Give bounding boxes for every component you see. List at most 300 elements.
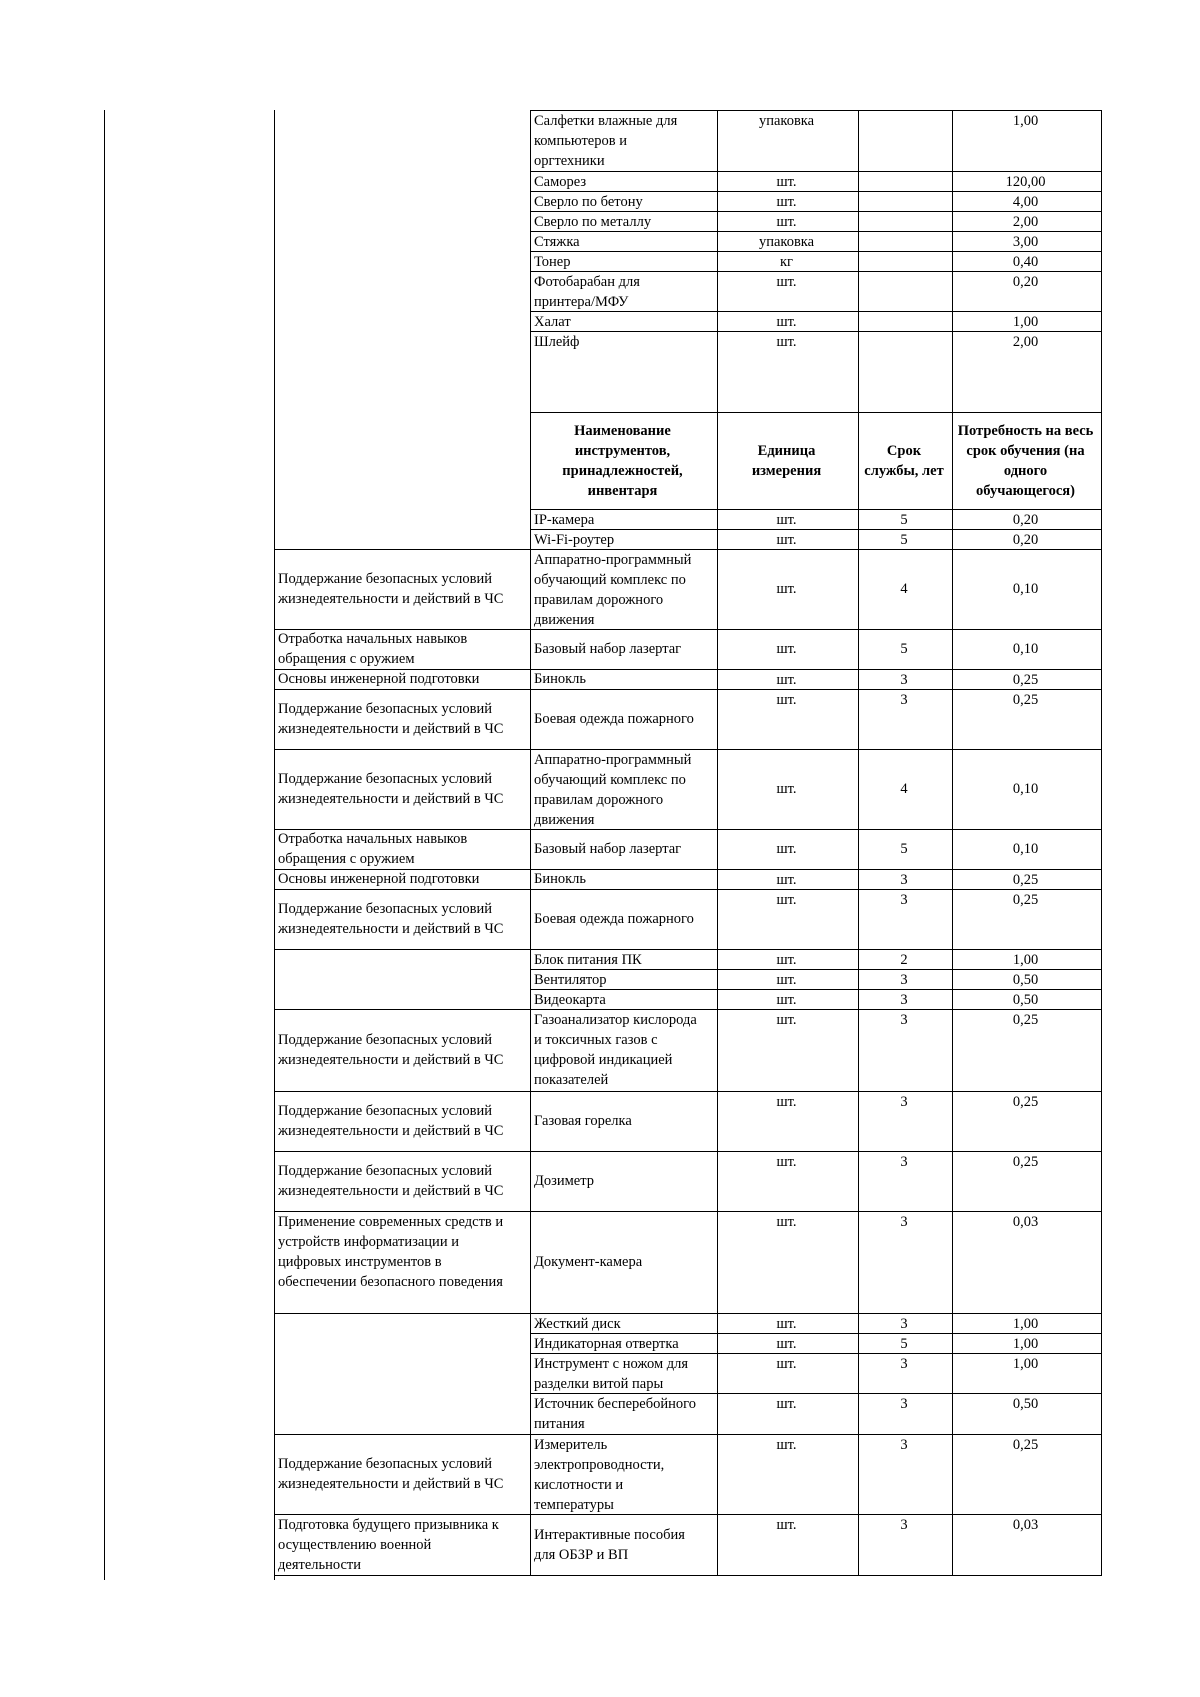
section-name-cell [275,1010,530,1090]
item-name: Источник бесперебойного питания [534,1396,696,1432]
item-name-cell [531,1092,717,1150]
item-life-cell [859,312,949,330]
item-need-cell [953,990,1098,1008]
item-unit: шт. [776,972,797,988]
item-need: 0,25 [1012,1012,1039,1028]
item-need: 1,00 [1012,113,1039,129]
item-need-cell [953,1314,1098,1332]
item-unit: шт. [776,581,797,597]
item-need-cell [953,1212,1098,1312]
item-name-cell [531,830,717,868]
item-unit-cell [718,272,855,310]
item-life-cell [859,890,949,948]
item-need: 0,10 [1012,781,1039,797]
item-unit-cell [718,990,855,1008]
item-unit-cell [718,510,855,528]
item-name: Боевая одежда пожарного [534,711,694,727]
item-need: 0,25 [1012,1437,1039,1453]
item-need: 0,03 [1012,1214,1039,1230]
table-rule [530,110,531,1576]
item-name: Жесткий диск [534,1316,621,1332]
table-rule [530,1313,1102,1314]
section-name: Основы инженерной подготовки [278,871,480,887]
item-unit-cell [718,970,855,988]
item-unit: шт. [776,952,797,968]
section-name: Поддержание безопасных условий жизнедеятельности и действий в ЧС [278,1163,504,1199]
item-need-cell [953,1152,1098,1210]
item-need: 0,40 [1012,254,1039,270]
item-life-cell [859,232,949,250]
item-life: 3 [900,692,908,708]
item-name: Блок питания ПК [534,952,642,968]
item-life-cell [859,332,949,411]
item-need: 0,25 [1012,872,1039,888]
item-name-cell [531,332,717,411]
table-rule [530,211,1102,212]
item-name: Халат [534,314,571,330]
item-need: 120,00 [1005,174,1046,190]
item-name-cell [531,1334,717,1352]
item-life: 2 [900,952,908,968]
table-rule [530,669,1102,670]
item-need-cell [953,550,1098,628]
table-rule [274,1313,531,1314]
item-unit-cell [718,111,855,170]
table-rule [274,829,531,830]
table-rule [530,1393,1102,1394]
item-unit-cell [718,550,855,628]
item-life-cell [859,172,949,190]
item-need-cell [953,192,1098,210]
item-unit: шт. [776,174,797,190]
item-unit-cell [718,530,855,548]
item-need-cell [953,830,1098,868]
item-name-cell [531,1010,717,1090]
item-need-cell [953,890,1098,948]
item-name-cell [531,690,717,748]
item-unit-cell [718,312,855,330]
item-unit: шт. [776,992,797,1008]
item-need: 0,25 [1012,692,1039,708]
section-name-cell [275,670,530,688]
table-rule [530,171,1102,172]
table-rule [274,749,531,750]
item-unit-cell [718,252,855,270]
item-unit-cell [718,1010,855,1090]
item-need: 0,20 [1012,512,1039,528]
item-unit: упаковка [758,113,815,129]
item-life: 3 [900,1396,908,1412]
item-unit-cell [718,670,855,688]
table-rule [274,869,531,870]
item-name: Интерактивные пособия для ОБЗР и ВП [534,1526,685,1563]
item-need: 1,00 [1012,314,1039,330]
item-need: 0,10 [1012,641,1039,657]
item-life: 3 [900,872,908,888]
item-name-cell [531,111,717,170]
item-need-cell [953,670,1098,688]
item-name-cell [531,950,717,968]
table-rule [530,191,1102,192]
table-rule [530,331,1102,332]
item-unit: шт. [776,781,797,797]
table-rule [530,949,1102,950]
section-name: Поддержание безопасных условий жизнедеятельности и действий в ЧС [278,771,504,807]
table-rule [274,1575,531,1576]
item-life: 3 [900,1094,908,1110]
item-unit: кг [780,254,793,270]
table-rule [530,969,1102,970]
item-unit-cell [718,1515,855,1574]
item-life-cell [859,212,949,230]
item-unit: шт. [776,532,797,548]
section-name-cell [275,1515,530,1574]
item-name-cell [531,1314,717,1332]
section-name-cell [275,890,530,948]
item-life: 5 [900,512,908,528]
item-name: Документ-камера [534,1254,643,1270]
item-unit: шт. [776,1437,797,1453]
section-name: Поддержание безопасных условий жизнедеятельности и действий в ЧС [278,571,504,607]
section-name: Поддержание безопасных условий жизнедеятельности и действий в ЧС [278,901,504,937]
item-unit: шт. [776,872,797,888]
item-need: 0,25 [1012,1154,1039,1170]
item-name-cell [531,192,717,210]
item-unit-cell [718,212,855,230]
item-life-cell [859,970,949,988]
item-need-cell [953,950,1098,968]
header-name-cell [531,413,714,508]
item-life-cell [859,1212,949,1312]
item-life: 3 [900,672,908,688]
item-name: Базовый набор лазертаг [534,641,682,657]
item-unit: шт. [776,1356,797,1372]
item-name: Бинокль [534,871,586,887]
item-need-cell [953,510,1098,528]
item-name: Боевая одежда пожарного [534,911,694,927]
table-rule [530,1211,1102,1212]
item-name-cell [531,212,717,230]
item-need: 0,25 [1012,672,1039,688]
table-rule [530,1009,1102,1010]
table-rule [530,749,1102,750]
section-name: Поддержание безопасных условий жизнедеятельности и действий в ЧС [278,1032,504,1068]
table-rule [530,549,1102,550]
item-need: 2,00 [1012,214,1039,230]
item-name-cell [531,670,717,688]
item-name: Газоанализатор кислорода и токсичных газов с цифровой индикацией показателей [534,1012,697,1088]
item-unit: шт. [776,1214,797,1230]
header-life-cell [859,413,949,508]
table-rule [530,869,1102,870]
item-unit-cell [718,1334,855,1352]
item-life-cell [859,1515,949,1574]
section-name: Основы инженерной подготовки [278,671,480,687]
table-rule [530,231,1102,232]
table-rule [274,629,531,630]
item-need: 0,50 [1012,972,1039,988]
item-life: 3 [900,1316,908,1332]
item-unit: шт. [776,672,797,688]
item-need-cell [953,212,1098,230]
table-rule [274,949,531,950]
item-unit: шт. [776,1012,797,1028]
table-rule [530,311,1102,312]
table-rule [530,1353,1102,1354]
table-rule [530,989,1102,990]
item-life: 3 [900,1356,908,1372]
item-name: Газовая горелка [534,1113,632,1129]
table-rule [274,669,531,670]
item-need: 1,00 [1012,1316,1039,1332]
item-unit-cell [718,1152,855,1210]
item-need: 2,00 [1012,334,1039,350]
table-rule [104,110,105,1580]
item-name: Аппаратно-программный обучающий комплекс по правилам дорожного движения [534,552,692,628]
section-name-cell [275,690,530,748]
section-name-cell [275,870,530,888]
table-rule [530,889,1102,890]
item-need-cell [953,1394,1098,1433]
item-need-cell [953,312,1098,330]
item-name: Шлейф [534,334,580,350]
item-name-cell [531,530,717,548]
item-unit: шт. [776,1094,797,1110]
item-unit-cell [718,890,855,948]
item-life-cell [859,830,949,868]
item-unit: шт. [776,841,797,857]
item-life-cell [859,252,949,270]
item-unit: шт. [776,692,797,708]
item-need: 1,00 [1012,1336,1039,1352]
item-need-cell [953,272,1098,310]
item-life: 3 [900,1154,908,1170]
item-life: 4 [900,581,908,597]
item-name: Саморез [534,174,587,190]
item-need-cell [953,111,1098,170]
item-name: Тонер [534,254,571,270]
item-need: 0,03 [1012,1517,1039,1533]
header-need: Потребность на весь срок обучения (на одного обучающегося) [957,422,1094,499]
item-need: 0,10 [1012,841,1039,857]
table-rule [274,1151,531,1152]
item-need-cell [953,1010,1098,1090]
item-life: 3 [900,972,908,988]
table-rule [530,251,1102,252]
table-rule [952,110,953,1576]
item-unit: шт. [776,194,797,210]
table-rule [530,1514,1102,1515]
item-need-cell [953,1092,1098,1150]
item-unit: шт. [776,1396,797,1412]
item-life-cell [859,690,949,748]
item-need: 0,50 [1012,992,1039,1008]
item-life: 5 [900,1336,908,1352]
item-name-cell [531,1394,717,1433]
table-rule [274,1009,531,1010]
section-name-cell [275,830,530,868]
table-rule [274,549,531,550]
item-unit: шт. [776,1154,797,1170]
item-life: 3 [900,992,908,1008]
item-name-cell [531,312,717,330]
item-name: Аппаратно-программный обучающий комплекс по правилам дорожного движения [534,752,692,828]
item-name-cell [531,630,717,668]
table-rule [530,629,1102,630]
item-name: Салфетки влажные для компьютеров и оргтехники [534,113,678,169]
item-life-cell [859,1152,949,1210]
item-life-cell [859,670,949,688]
item-unit-cell [718,232,855,250]
table-rule [530,110,1102,111]
item-name: Дозиметр [534,1173,595,1189]
item-need: 0,20 [1012,532,1039,548]
table-rule [530,1575,1102,1576]
item-life-cell [859,111,949,170]
item-life-cell [859,1354,949,1392]
item-unit-cell [718,1314,855,1332]
item-life-cell [859,1394,949,1433]
item-life-cell [859,1010,949,1090]
table-rule [530,1091,1102,1092]
item-name: Вентилятор [534,972,607,988]
section-name-cell [275,750,530,828]
item-unit: шт. [776,274,797,290]
item-life: 3 [900,1517,908,1533]
item-unit-cell [718,750,855,828]
item-name: Сверло по бетону [534,194,643,210]
item-need: 0,25 [1012,892,1039,908]
item-unit: шт. [776,1517,797,1533]
section-name: Применение современных средств и устройств информатизации и цифровых инструментов в обеспечении безопасного поведения [278,1214,504,1290]
item-unit: упаковка [758,234,815,250]
table-rule [858,110,859,1576]
item-need-cell [953,690,1098,748]
item-unit-cell [718,1354,855,1392]
item-life-cell [859,510,949,528]
item-name-cell [531,232,717,250]
item-unit-cell [718,192,855,210]
item-life-cell [859,272,949,310]
item-need: 1,00 [1012,952,1039,968]
item-life-cell [859,550,949,628]
item-life: 3 [900,892,908,908]
item-unit-cell [718,172,855,190]
item-life-cell [859,1092,949,1150]
table-rule [530,271,1102,272]
item-unit-cell [718,870,855,888]
item-need-cell [953,232,1098,250]
item-name: Стяжка [534,234,580,250]
table-rule [274,689,531,690]
item-need-cell [953,252,1098,270]
item-name: Видеокарта [534,992,606,1008]
item-name-cell [531,990,717,1008]
header-name: Наименование инструментов, принадлежностей, инвентаря [562,422,683,499]
item-life-cell [859,1435,949,1513]
table-rule [530,509,1102,510]
table-rule [530,1151,1102,1152]
table-rule [530,412,1102,413]
item-name-cell [531,510,717,528]
item-need-cell [953,1515,1098,1574]
item-life: 3 [900,1012,908,1028]
header-unit-cell [718,413,855,508]
section-name-cell [275,1212,530,1312]
item-name: Индикаторная отвертка [534,1336,679,1352]
item-need-cell [953,630,1098,668]
item-unit: шт. [776,641,797,657]
item-need-cell [953,1354,1098,1392]
section-name: Поддержание безопасных условий жизнедеятельности и действий в ЧС [278,1103,504,1139]
item-need: 0,20 [1012,274,1039,290]
item-unit: шт. [776,1316,797,1332]
item-need: 3,00 [1012,234,1039,250]
item-unit-cell [718,1435,855,1513]
item-name-cell [531,172,717,190]
item-life-cell [859,1314,949,1332]
item-life-cell [859,630,949,668]
item-name: IP-камера [534,512,595,528]
item-unit-cell [718,1092,855,1150]
item-need-cell [953,870,1098,888]
header-need-cell [953,413,1098,508]
table-rule [274,1211,531,1212]
item-need-cell [953,970,1098,988]
item-unit: шт. [776,214,797,230]
item-name: Базовый набор лазертаг [534,841,682,857]
item-unit: шт. [776,334,797,350]
table-rule [717,110,718,1576]
item-life-cell [859,750,949,828]
item-unit-cell [718,950,855,968]
item-life: 3 [900,1437,908,1453]
table-rule [274,1091,531,1092]
table-rule [530,1333,1102,1334]
table-rule [530,529,1102,530]
item-need: 4,00 [1012,194,1039,210]
item-life: 3 [900,1214,908,1230]
item-unit: шт. [776,314,797,330]
item-name-cell [531,550,717,628]
table-rule [530,689,1102,690]
table-rule [274,889,531,890]
item-need: 1,00 [1012,1356,1039,1372]
item-name-cell [531,1212,717,1312]
item-unit: шт. [776,1336,797,1352]
item-name-cell [531,1515,717,1574]
item-name: Сверло по металлу [534,214,652,230]
item-name-cell [531,1152,717,1210]
item-life-cell [859,1334,949,1352]
section-name: Поддержание безопасных условий жизнедеятельности и действий в ЧС [278,701,504,737]
item-unit: шт. [776,512,797,528]
item-need-cell [953,1435,1098,1513]
header-unit: Единица измерения [751,442,822,479]
table-rule [530,829,1102,830]
table-rule [274,1514,531,1515]
item-need: 0,25 [1012,1094,1039,1110]
item-unit-cell [718,830,855,868]
item-name-cell [531,750,717,828]
item-name-cell [531,870,717,888]
item-life-cell [859,192,949,210]
section-name-cell [275,1152,530,1210]
section-name-cell [275,630,530,668]
section-name: Поддержание безопасных условий жизнедеятельности и действий в ЧС [278,1456,504,1492]
item-life-cell [859,990,949,1008]
item-life-cell [859,870,949,888]
